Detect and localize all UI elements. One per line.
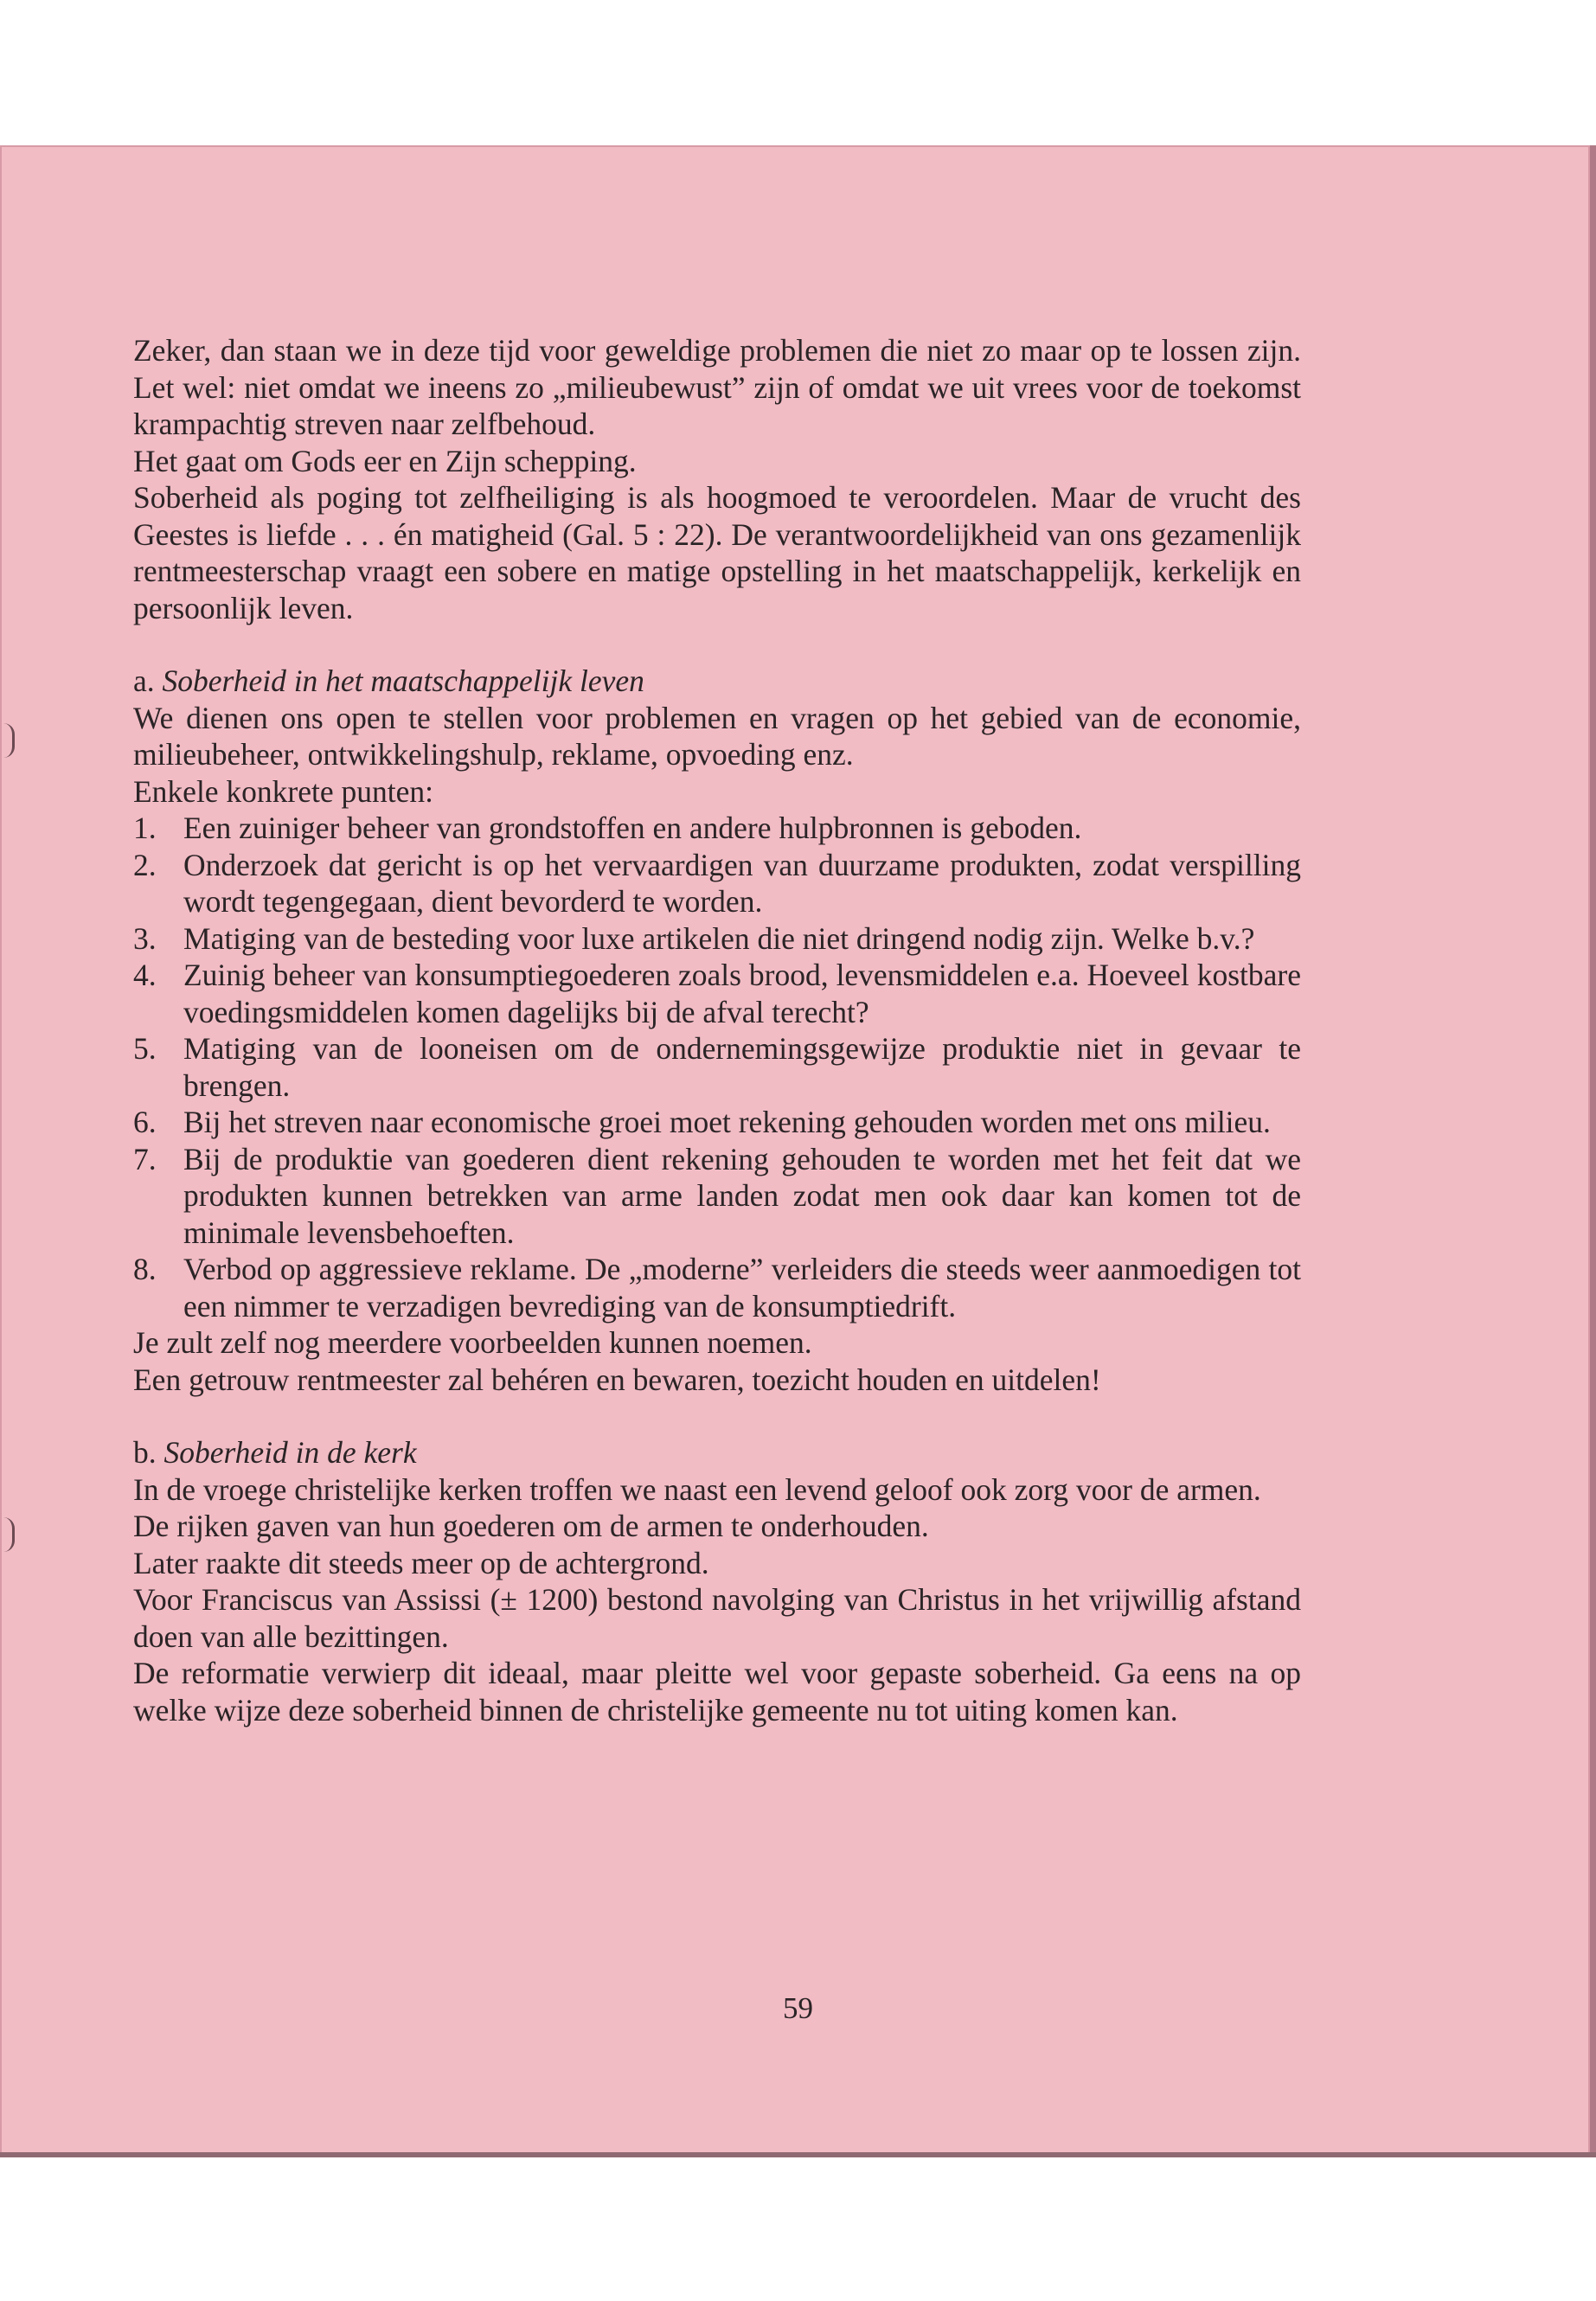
list-item-number: 1. bbox=[133, 811, 157, 845]
section-a-heading bbox=[133, 663, 1301, 700]
body-text bbox=[133, 332, 1301, 1728]
page-number: 59 bbox=[783, 1991, 813, 2025]
intro-paragraph: Het gaat om Gods eer en Zijn schepping. bbox=[133, 443, 637, 478]
page-bottom-edge bbox=[0, 2152, 1596, 2157]
list-item bbox=[133, 920, 1301, 958]
list-item bbox=[133, 957, 1301, 1030]
spacer bbox=[133, 1398, 1301, 1434]
list-item bbox=[133, 1141, 1301, 1252]
intro-paragraph: Zeker, dan staan we in deze tijd voor geweldige problemen die niet zo maar op te lossen zijn. Let wel: niet omdat we ineens zo „milieubewust” zijn of omdat we uit vrees voor de toekomst krampachtig streven naar zelfbehoud. bbox=[133, 333, 1301, 441]
list-item-text: Onderzoek dat gericht is op het vervaardigen van duurzame produkten, zodat verspilling wordt tegengegaan, dient bevorderd te worden. bbox=[183, 847, 1301, 919]
section-b-title: Soberheid in de kerk bbox=[163, 1435, 417, 1470]
list-item-number: 2. bbox=[133, 847, 157, 882]
closing-line: Een getrouw rentmeester zal behéren en bewaren, toezicht houden en uitdelen! bbox=[133, 1362, 1101, 1397]
list-item-number: 7. bbox=[133, 1141, 157, 1176]
list-item-text: Bij het streven naar economische groei moet rekening gehouden worden met ons milieu. bbox=[183, 1105, 1271, 1139]
spacer bbox=[133, 626, 1301, 663]
list-intro: Enkele konkrete punten: bbox=[133, 773, 433, 809]
section-b-line: Later raakte dit steeds meer op de achtergrond. bbox=[133, 1545, 709, 1580]
list-item bbox=[133, 847, 1301, 920]
list-item-number: 6. bbox=[133, 1105, 157, 1139]
section-b-letter: b. bbox=[133, 1435, 157, 1470]
list-item-text: Een zuiniger beheer van grondstoffen en andere hulpbronnen is geboden. bbox=[183, 811, 1082, 845]
section-a-letter: a. bbox=[133, 663, 155, 698]
section-a-paragraph: We dienen ons open te stellen voor problemen en vragen op het gebied van de economie, milieubeheer, ontwikkelingshulp, reklame, opvoeding enz. bbox=[133, 700, 1301, 772]
section-a-title: Soberheid in het maatschappelijk leven bbox=[162, 663, 644, 698]
list-item-text: Matiging van de looneisen om de ondernemingsgewijze produktie niet in gevaar te brengen. bbox=[183, 1031, 1301, 1103]
intro-paragraph: Soberheid als poging tot zelfheiliging is als hoogmoed te veroordelen. Maar de vrucht des Geestes is liefde . . . én matigheid (Gal. 5 : 22). De verantwoordelijkheid van ons gezamenlijk rentmeesterschap vraagt een sobere en matige opstelling in het maatschappelijk, kerkelijk en persoonlijk leven. bbox=[133, 480, 1301, 625]
section-b-line: Voor Franciscus van Assissi (± 1200) bestond navolging van Christus in het vrijwillig afstand doen van alle bezittingen. bbox=[133, 1582, 1301, 1654]
list-item-text: Verbod op aggressieve reklame. De „moderne” verleiders die steeds weer aanmoedigen tot een nimmer te verzadigen bevrediging van de konsumptiedrift. bbox=[183, 1252, 1301, 1324]
section-b-line: De rijken gaven van hun goederen om de armen te onderhouden. bbox=[133, 1509, 929, 1543]
section-b-heading bbox=[133, 1434, 1301, 1471]
list-item-number: 4. bbox=[133, 958, 157, 992]
closing-line: Je zult zelf nog meerdere voorbeelden kunnen noemen. bbox=[133, 1325, 812, 1360]
list-item-number: 8. bbox=[133, 1252, 157, 1286]
list-item bbox=[133, 810, 1301, 847]
list-item-number: 3. bbox=[133, 920, 157, 956]
points-list bbox=[133, 810, 1301, 1324]
list-item-number: 5. bbox=[133, 1031, 157, 1066]
list-item-text: Zuinig beheer van konsumptiegoederen zoals brood, levensmiddelen e.a. Hoeveel kostbare voedingsmiddelen komen dagelijks bij de afval terecht? bbox=[183, 958, 1301, 1029]
list-item bbox=[133, 1104, 1301, 1141]
section-b-line: In de vroege christelijke kerken troffen we naast een levend geloof ook zorg voor de armen. bbox=[133, 1471, 1261, 1507]
list-item bbox=[133, 1030, 1301, 1104]
list-item bbox=[133, 1251, 1301, 1324]
list-item-text: Bij de produktie van goederen dient rekening gehouden te worden met het feit dat we produkten kunnen betrekken van arme landen zodat men ook daar kan komen tot de minimale levensbehoeften. bbox=[183, 1141, 1301, 1250]
page-edge bbox=[1590, 145, 1596, 2156]
list-item-text: Matiging van de besteding voor luxe artikelen die niet dringend nodig zijn. Welke b.v.? bbox=[183, 920, 1255, 956]
section-b-line: De reformatie verwierp dit ideaal, maar pleitte wel voor gepaste soberheid. Ga eens na op welke wijze deze soberheid binnen de christelijke gemeente nu tot uiting komen kan. bbox=[133, 1656, 1301, 1727]
